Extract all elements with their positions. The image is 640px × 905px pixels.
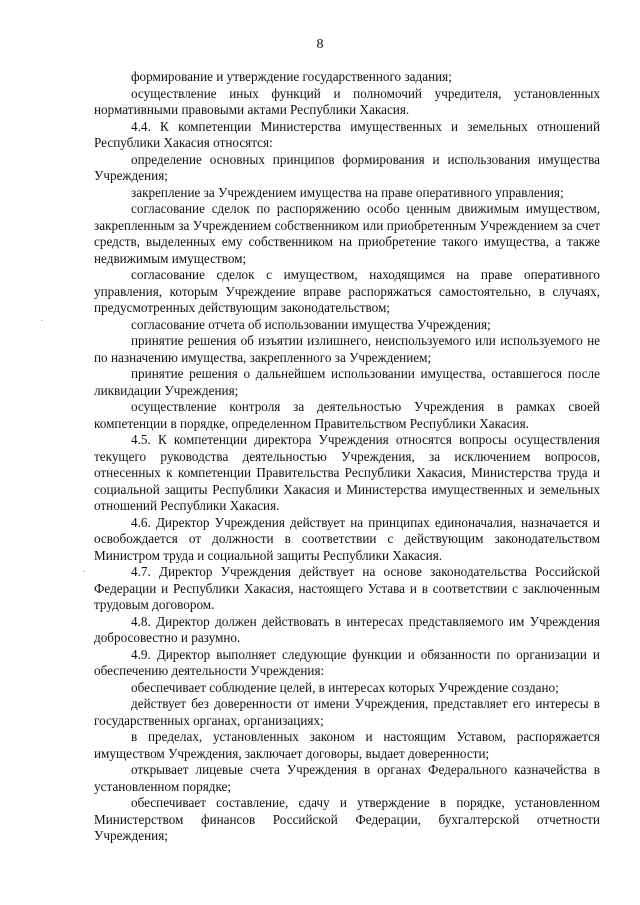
paragraph: обеспечивает составление, сдачу и утверждение в порядке, установленном Министерством финансов Российской Федерации, бухгалтерской отчетности Учреждения; bbox=[94, 795, 600, 843]
paragraph: согласование сделок с имуществом, находящимся на праве оперативного управления, которым Учреждение вправе распоряжаться самостоятельно, в случаях, предусмотренных действующим законодательством; bbox=[94, 267, 600, 315]
document-body bbox=[94, 69, 600, 845]
paragraph: 4.8. Директор должен действовать в интересах представляемого им Учреждения добросовестно и разумно. bbox=[94, 613, 600, 645]
margin-mark: · bbox=[40, 315, 44, 327]
paragraph: действует без доверенности от имени Учреждения, представляет его интересы в государственных органах, организациях; bbox=[94, 696, 600, 728]
paragraph: закрепление за Учреждением имущества на праве оперативного управления; bbox=[131, 184, 564, 200]
paragraph: согласование сделок по распоряжению особо ценным движимым имуществом, закрепленным за Учреждением собственником или приобретенным Учреждением за счет средств, выделенных ему собственником на приобретение такого имущества, а также недвижимым имуществом; bbox=[94, 201, 600, 266]
paragraph: 4.5. К компетенции директора Учреждения относятся вопросы осуществления текущего руководства деятельностью Учреждения, за исключением вопросов, отнесенных к компетенции Правительства Республики Хакасия, Министерства труда и социальной защиты Республики Хакасия и Министерства имущественных и земельных отношений Республики Хакасия. bbox=[94, 432, 600, 513]
paragraph: определение основных принципов формирования и использования имущества Учреждения; bbox=[94, 151, 600, 183]
paragraph: принятие решения о дальнейшем использовании имущества, оставшегося после ликвидации Учреждения; bbox=[94, 366, 600, 398]
paragraph: 4.6. Директор Учреждения действует на принципах единоначалия, назначается и освобождается от должности в соответствии с действующим законодательством Министром труда и социальной защиты Республики Хакасия. bbox=[94, 514, 600, 563]
paragraph: осуществление иных функций и полномочий учредителя, установленных нормативными правовыми актами Республики Хакасия. bbox=[94, 85, 600, 117]
paragraph: в пределах, установленных законом и настоящим Уставом, распоряжается имуществом Учреждения, заключает договоры, выдает доверенности; bbox=[94, 729, 600, 761]
margin-mark: · bbox=[82, 566, 86, 578]
paragraph: 4.7. Директор Учреждения действует на основе законодательства Российской Федерации и Республики Хакасия, настоящего Устава и в соответствии с заключенным трудовым договором. bbox=[94, 564, 600, 612]
page-number: 8 bbox=[316, 37, 324, 52]
paragraph: формирование и утверждение государственного задания; bbox=[131, 69, 452, 84]
paragraph: согласование отчета об использовании имущества Учреждения; bbox=[131, 316, 491, 332]
paragraph: открывает лицевые счета Учреждения в органах Федерального казначейства в установленном порядке; bbox=[94, 762, 600, 794]
paragraph: принятие решения об изъятии излишнего, неиспользуемого или используемого не по назначению имущества, закрепленного за Учреждением; bbox=[94, 333, 600, 365]
paragraph: 4.9. Директор выполняет следующие функции и обязанности по организации и обеспечению деятельности Учреждения: bbox=[94, 646, 600, 678]
paragraph: обеспечивает соблюдение целей, в интересах которых Учреждение создано; bbox=[131, 679, 559, 695]
paragraph: осуществление контроля за деятельностью Учреждения в рамках своей компетенции в порядке, определенном Правительством Республики Хакасия. bbox=[94, 399, 600, 431]
paragraph: 4.4. К компетенции Министерства имущественных и земельных отношений Республики Хакасия относятся: bbox=[94, 118, 600, 150]
